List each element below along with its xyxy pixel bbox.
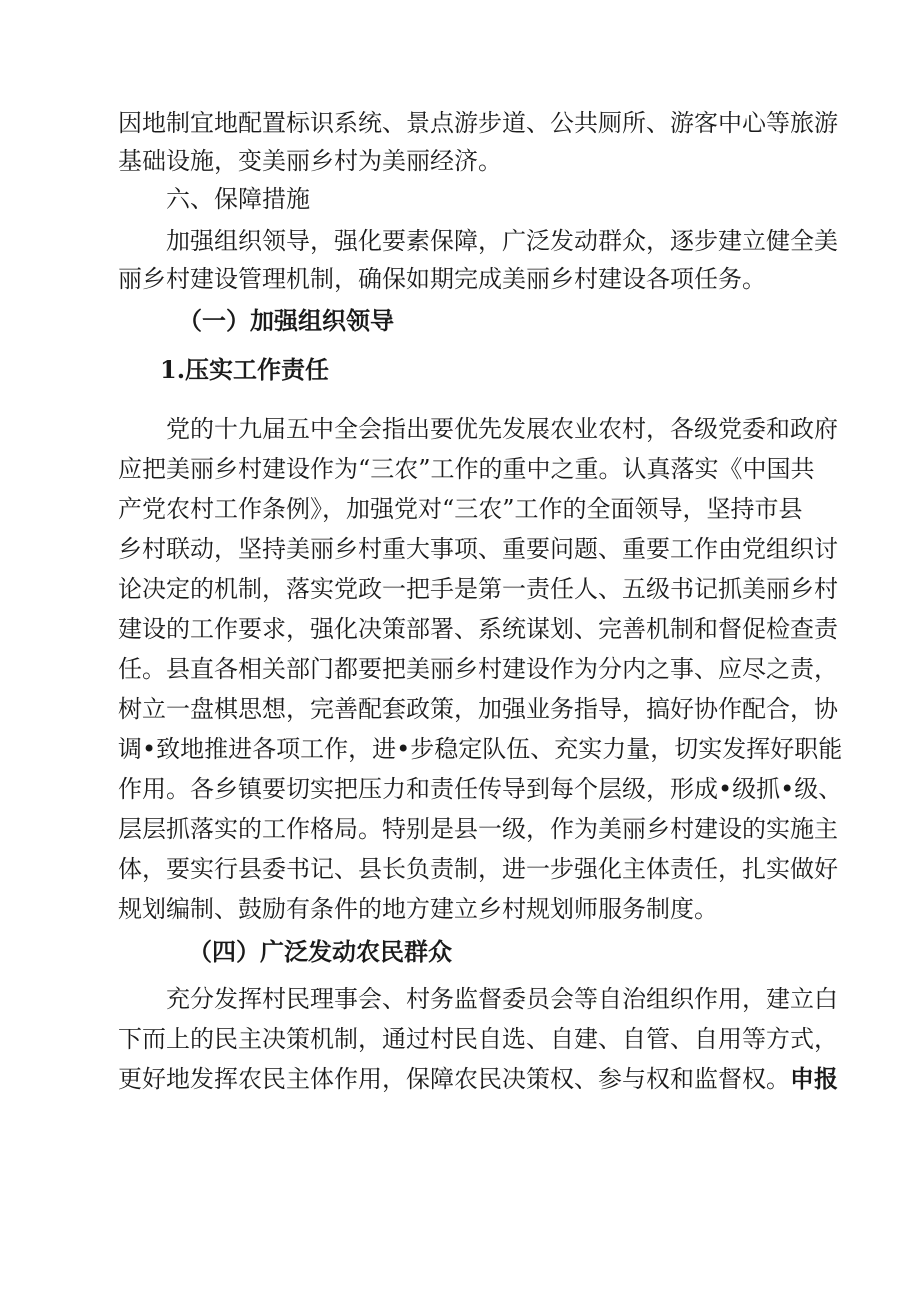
text-line: 产党农村工作条例》，加强党对“三农”工作的全面领导，坚持市县 [118,495,803,523]
text-line: 体，要实行县委书记、县长负责制，进一步强化主体责任，扎实做好 [118,855,838,883]
section-heading: 六、保障措施 [166,185,310,213]
text-line: 加强组织领导，强化要素保障，广泛发动群众，逐步建立健全美 [166,227,838,255]
text-line [118,1064,838,1094]
text-line: 充分发挥村民理事会、村务监督委员会等自治组织作用，建立白 [166,985,838,1013]
text-line: 任。县直各相关部门都要把美丽乡村建设作为分内之事、应尽之责， [118,655,838,683]
text-line: 基础设施，变美丽乡村为美丽经济。 [118,147,502,175]
text-span: 更好地发挥农民主体作用，保障农民决策权、参与权和监督权。 [118,1065,790,1093]
bold-text-span: 申报 [790,1064,838,1093]
text-line: 树立一盘棋思想，完善配套政策，加强业务指导，搞好协作配合，协 [118,695,838,723]
text-line: 乡村联动，坚持美丽乡村重大事项、重要问题、重要工作由党组织讨 [118,535,838,563]
text-line: 丽乡村建设管理机制，确保如期完成美丽乡村建设各项任务。 [118,265,766,293]
text-line: 调•致地推进各项工作，进•步稳定队伍、充实力量，切实发挥好职能 [118,735,843,763]
text-line: 因地制宜地配置标识系统、景点游步道、公共厕所、游客中心等旅游 [118,109,838,137]
text-line: 下而上的民主决策机制，通过村民自选、自建、自管、自用等方式， [118,1025,838,1053]
subsection-heading: （一）加强组织领导 [178,306,394,335]
text-line: 应把美丽乡村建设作为“三农”工作的重中之重。认真落实《中国共 [118,455,815,483]
text-line: 作用。各乡镇要切实把压力和责任传导到每个层级，形成•级抓•级、 [118,775,843,803]
item-heading: 1.压实工作责任 [160,355,330,384]
text-line: 建设的工作要求，强化决策部署、系统谋划、完善机制和督促检查责 [118,615,838,643]
text-line: 规划编制、鼓励有条件的地方建立乡村规划师服务制度。 [118,895,718,923]
subsection-heading: （四）广泛发动农民群众 [188,937,452,966]
text-line: 层层抓落实的工作格局。特别是县一级，作为美丽乡村建设的实施主 [118,815,838,843]
text-line: 论决定的机制，落实党政一把手是第一责任人、五级书记抓美丽乡村 [118,575,838,603]
text-line: 党的十九届五中全会指出要优先发展农业农村，各级党委和政府 [166,415,838,443]
